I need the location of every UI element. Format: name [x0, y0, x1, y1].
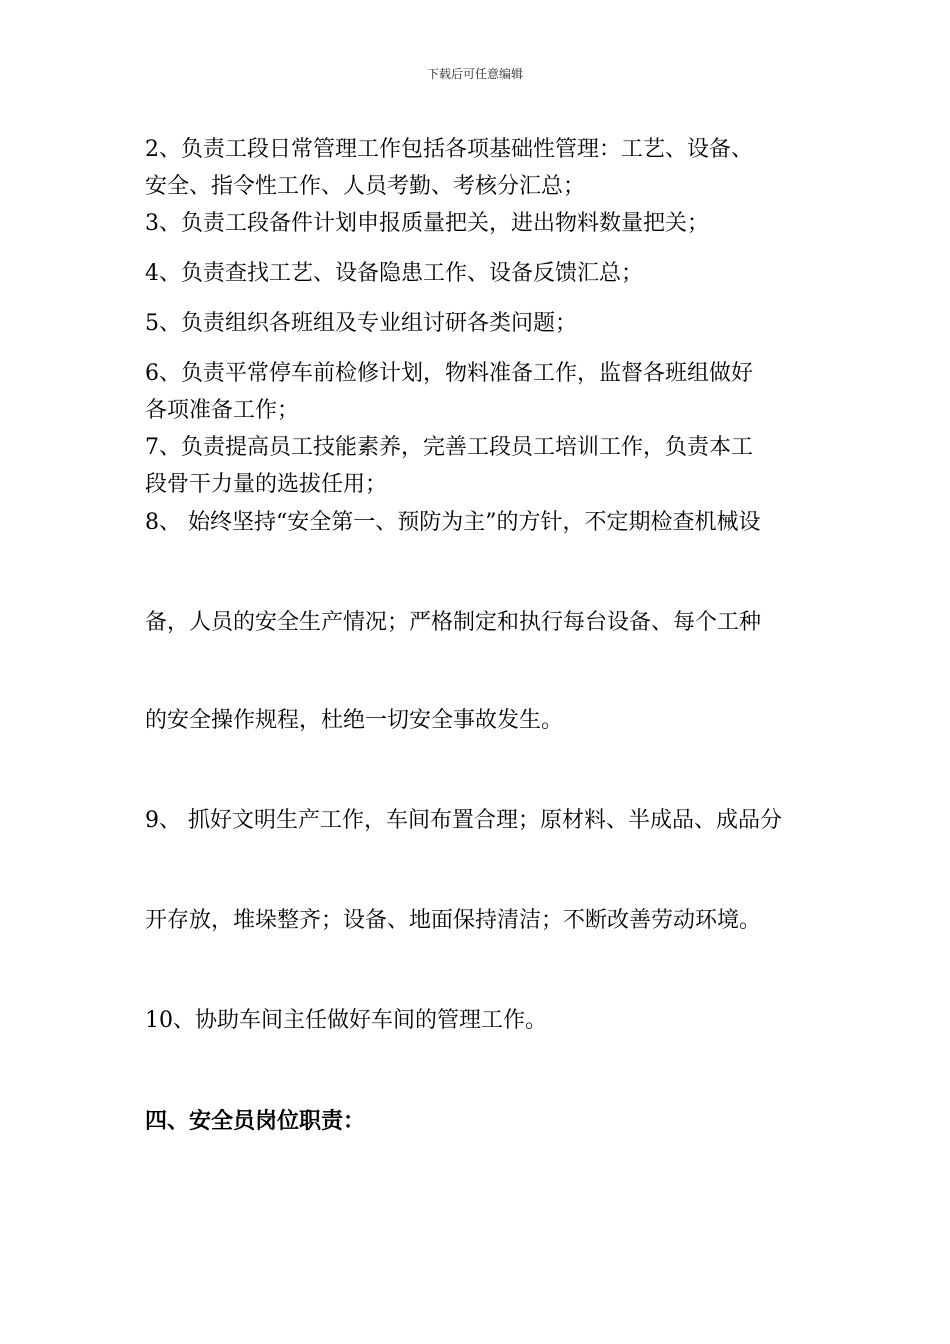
- header-note: 下载后可任意编辑: [426, 67, 523, 81]
- body-line: 8、 始终坚持“安全第一、预防为主”的方针，不定期检查机械设: [145, 510, 761, 535]
- body-line: 7、负责提高员工技能素养，完善工段员工培训工作，负责本工: [145, 435, 753, 460]
- body-line: 4、负责查找工艺、设备隐患工作、设备反馈汇总；: [145, 261, 643, 286]
- body-line: 5、负责组织各班组及专业组讨研各类问题；: [145, 311, 577, 336]
- body-line: 6、负责平常停车前检修计划，物料准备工作，监督各班组做好: [145, 361, 753, 386]
- body-line: 开存放，堆垛整齐；设备、地面保持清洁；不断改善劳动环境。: [145, 908, 762, 933]
- body-line: 的安全操作规程，杜绝一切安全事故发生。: [145, 708, 564, 733]
- body-line: 3、负责工段备件计划申报质量把关，进出物料数量把关；: [145, 211, 709, 236]
- body-line: 段骨干力量的选拔任用；: [145, 472, 388, 497]
- body-line: 10、协助车间主任做好车间的管理工作。: [145, 1008, 547, 1033]
- section-heading: 四、安全员岗位职责：: [145, 1108, 366, 1134]
- body-line: 2、负责工段日常管理工作包括各项基础性管理：工艺、设备、: [145, 137, 753, 162]
- body-line: 9、 抓好文明生产工作，车间布置合理；原材料、半成品、成品分: [145, 808, 782, 833]
- body-line: 备，人员的安全生产情况；严格制定和执行每台设备、每个工种: [145, 610, 762, 635]
- body-line: 各项准备工作；: [145, 398, 300, 423]
- body-line: 安全、指令性工作、人员考勤、考核分汇总；: [145, 174, 586, 199]
